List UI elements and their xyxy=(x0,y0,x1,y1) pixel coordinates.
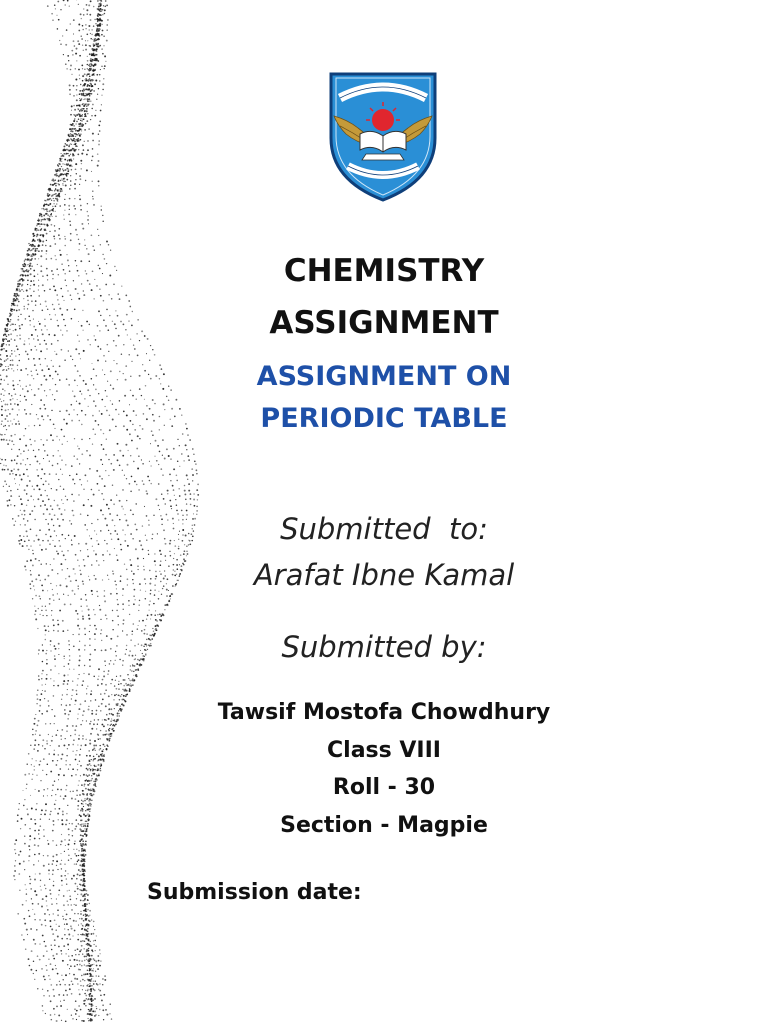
submitted-to-label: Submitted to: xyxy=(280,512,488,546)
student-name: Tawsif Mostofa Chowdhury xyxy=(217,700,551,725)
student-details xyxy=(0,694,768,844)
teacher-name: Arafat Ibne Kamal xyxy=(253,558,515,592)
subtitle-line-2: PERIODIC TABLE xyxy=(260,403,508,434)
subtitle-line-1: ASSIGNMENT ON xyxy=(256,361,512,392)
submitted-by-label: Submitted by: xyxy=(281,630,487,664)
document-title xyxy=(0,245,768,349)
student-class: Class VIII xyxy=(327,737,441,763)
student-section: Section - Magpie xyxy=(280,812,488,838)
title-line-1: CHEMISTRY xyxy=(283,253,485,289)
title-line-2: ASSIGNMENT xyxy=(269,305,499,341)
school-crest-logo xyxy=(326,68,440,204)
document-subtitle xyxy=(0,356,768,440)
submission-date-label: Submission date: xyxy=(147,880,362,905)
student-roll: Roll - 30 xyxy=(332,775,436,800)
